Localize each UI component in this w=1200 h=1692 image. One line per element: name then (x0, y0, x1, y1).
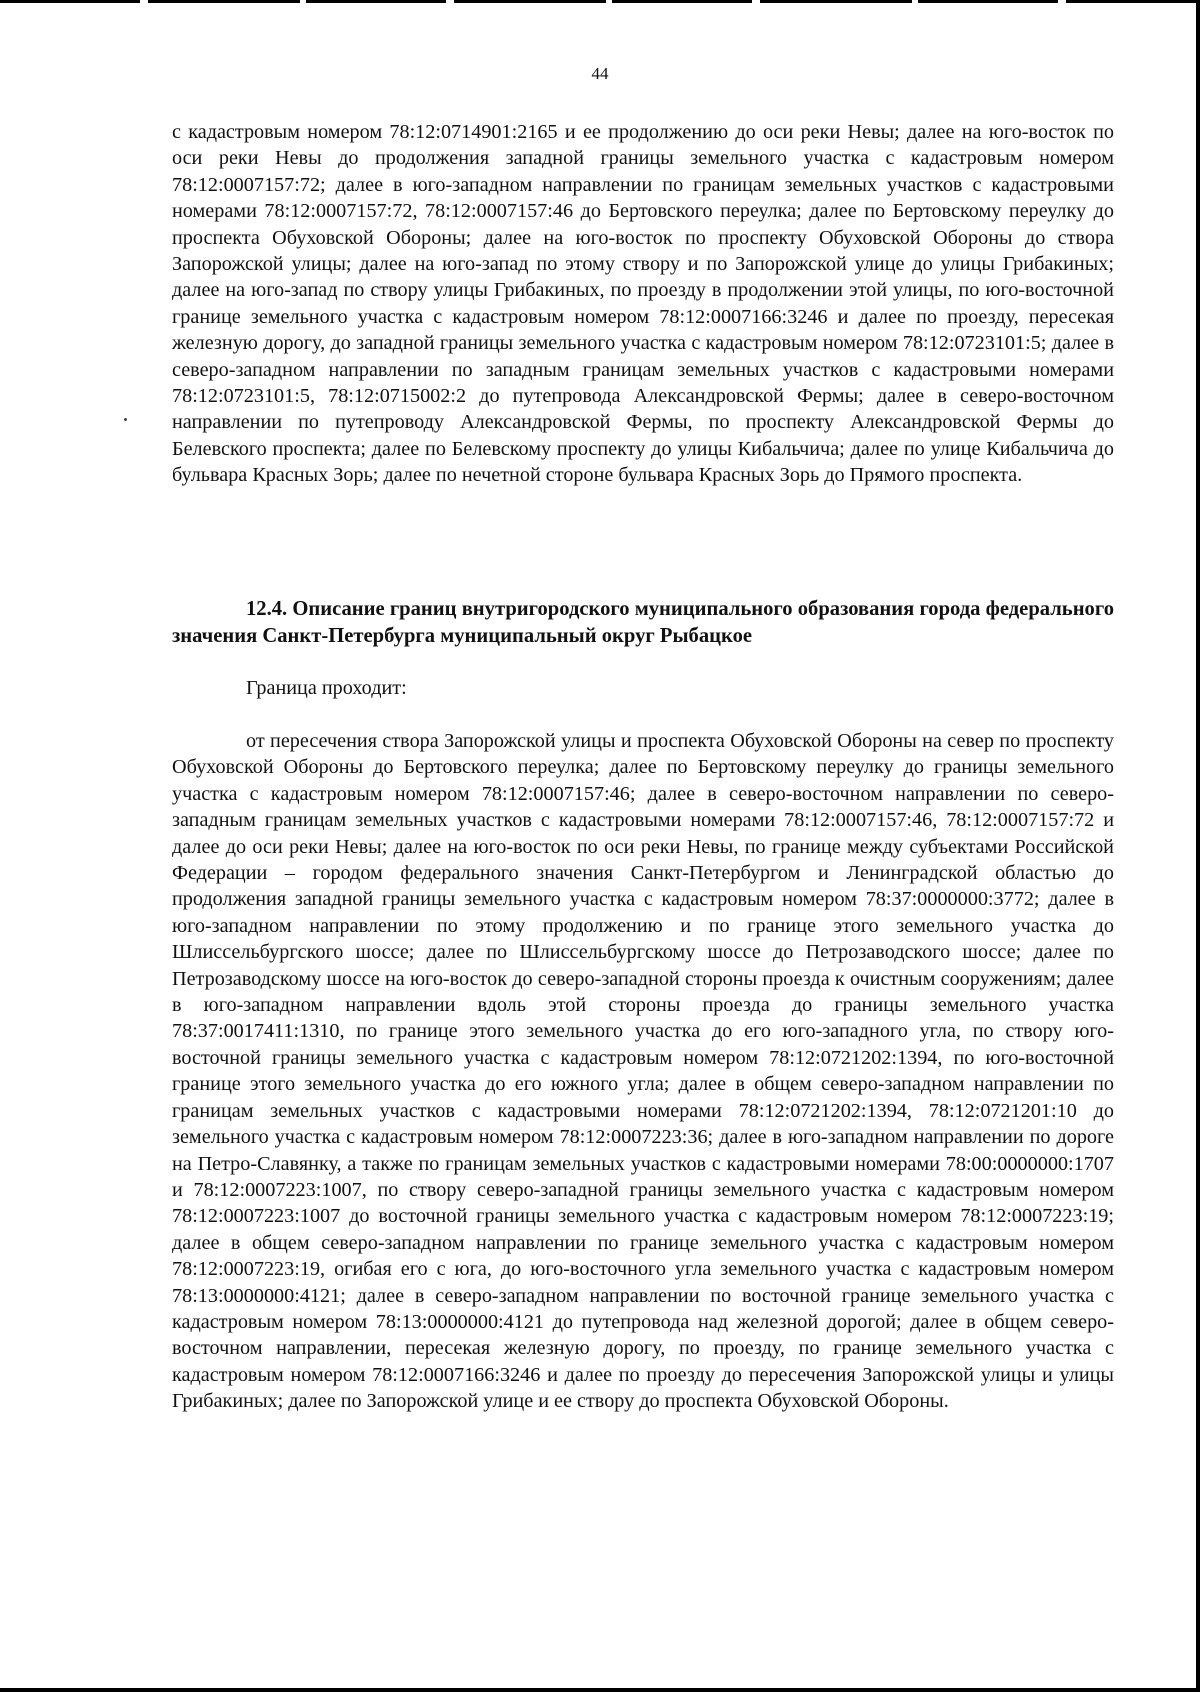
scan-artifact-dot (124, 418, 127, 421)
section-heading: 12.4. Описание границ внутригородского муниципального образования города федерального значения Санкт-Петербурга муниципальный округ Рыбацкое (172, 598, 1114, 647)
boundary-paragraph-continued: с кадастровым номером 78:12:0714901:2165 и ее продолжению до оси реки Невы; далее на юго-восток по оси реки Невы до продолжения западной границы земельного участка с кадастровым номером 78:12:0007157:72; далее в юго-западном направлении по границам земельных участков с кадастровыми номерами 78:12:0007157:72, 78:12:0007157:46 до Бертовского переулка; далее по Бертовскому переулку до проспекта Обуховской Обороны; далее на юго-восток по проспекту Обуховской Обороны до створа Запорожской улицы; далее на юго-запад по этому створу и по Запорожской улице до улицы Грибакиных; далее на юго-запад по створу улицы Грибакиных, по проезду в продолжении этой улицы, по юго-восточной границе земельного участка с кадастровым номером 78:12:0007166:3246 и далее по проезду, пересекая железную дорогу, до западной границы земельного участка с кадастровым номером 78:12:0723101:5; далее в северо-западном направлении по западным границам земельных участков с кадастровыми номерами 78:12:0723101:5, 78:12:0715002:2 до путепровода Александровской Фермы; далее в северо-восточном направлении по путепроводу Александровской Фермы, по проспекту Александровской Фермы до Белевского проспекта; далее по Белевскому проспекту до улицы Кибальчича; далее по улице Кибальчича до бульвара Красных Зорь; далее по нечетной стороне бульвара Красных Зорь до Прямого проспекта. (172, 121, 1114, 487)
page-number: 44 (591, 64, 609, 83)
boundary-description-paragraph: от пересечения створа Запорожской улицы и проспекта Обуховской Обороны на север по проспекту Обуховской Обороны до Бертовского переулка; далее по Бертовскому переулку до границы земельного участка с кадастровым номером 78:12:0007157:46; далее в северо-восточном направлении по северо-западным границам земельных участков с кадастровыми номерами 78:12:0007157:46, 78:12:0007157:72 и далее до оси реки Невы; далее на юго-восток по оси реки Невы, по границе между субъектами Российской Федерации – городом федерального значения Санкт-Петербургом и Ленинградской областью до продолжения западной границы земельного участка с кадастровым номером 78:37:0000000:3772; далее в юго-западном направлении по этому продолжению и по границе этого земельного участка до Шлиссельбургского шоссе; далее по Шлиссельбургскому шоссе до Петрозаводского шоссе; далее по Петрозаводскому шоссе на юго-восток до северо-западной стороны проезда к очистным сооружениям; далее в юго-западном направлении вдоль этой стороны проезда до границы земельного участка 78:37:0017411:1310, по границе этого земельного участка до его юго-западного угла, по створу юго-восточной границы земельного участка с кадастровым номером 78:12:0721202:1394, по юго-восточной границе этого земельного участка до его южного угла; далее в общем северо-западном направлении по границам земельных участков с кадастровыми номерами 78:12:0721202:1394, 78:12:0721201:10 до земельного участка с кадастровым номером 78:12:0007223:36; далее в юго-западном направлении по дороге на Петро-Славянку, а также по границам земельных участков с кадастровыми номерами 78:00:0000000:1707 и 78:12:0007223:1007, по створу северо-западной границы земельного участка с кадастровым номером 78:12:0007223:1007 до восточной границы земельного участка с кадастровым номером 78:12:0007223:19; далее в общем северо-западном направлении по границе земельного участка с кадастровым номером 78:12:0007223:19, огибая его с юга, до юго-восточного угла земельного участка с кадастровым номером 78:13:0000000:4121; далее в северо-западном направлении по восточной границе земельного участка с кадастровым номером 78:13:0000000:4121 до путепровода над железной дорогой; далее в общем северо-восточном направлении, пересекая железную дорогу, по проезду, по границе земельного участка с кадастровым номером 78:12:0007166:3246 и далее по проезду до пересечения Запорожской улицы и улицы Грибакиных; далее по Запорожской улице и ее створу до проспекта Обуховской Обороны. (172, 730, 1114, 1413)
boundary-intro-line: Граница проходит: (246, 677, 407, 699)
scan-top-edge (0, 0, 1200, 3)
